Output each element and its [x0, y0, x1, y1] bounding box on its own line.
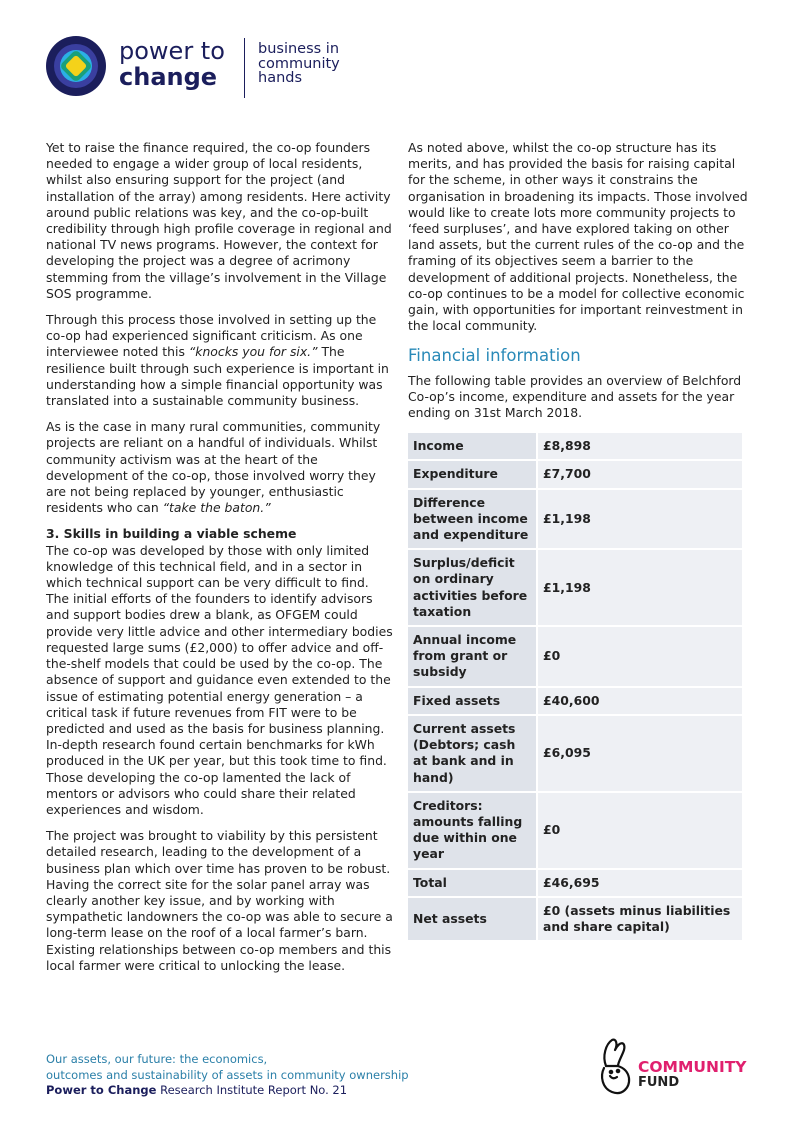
row-value: £7,700 — [538, 461, 742, 487]
row-label: Surplus/deficit on ordinary activities before taxation — [408, 550, 536, 625]
right-column — [408, 140, 748, 942]
crossed-fingers-icon — [596, 1036, 636, 1098]
section-heading: 3. Skills in building a viable scheme — [46, 526, 297, 542]
brand-line-2: change — [119, 63, 218, 91]
paragraph: The co-op was developed by those with only limited knowledge of this technical field, and in a sector in which technical support can be very difficult to find. The initial efforts of the founders to identify advisors and support bodies drew a blank, as OFGEM could provide very little advice and other intermediary bodies requested large sums (£2,000) to offer advice and off-the-shelf models that could be used by the co-op. The absence of support and guidance even extended to the issue of estimating potential energy generation – a critical task if future revenues from FIT were to be predicted and used as the basis for business planning. In-depth research found certain benchmarks for kWh produced in the UK per year, but this took time to find. Those developing the co-op lamented the lack of mentors or advisors who could share their related experiences and wisdom. — [46, 542, 393, 817]
row-value: £0 — [538, 627, 742, 686]
text-run: The resilience built through such experience is important in understanding how a simple financial opportunity was translated into a sustainable community business. — [46, 344, 389, 409]
table-row — [408, 490, 742, 549]
paragraph: The following table provides an overview of Belchford Co-op’s income, expenditure and assets for the year ending on 31st March 2018. — [408, 372, 742, 421]
row-label: Annual income from grant or subsidy — [408, 627, 536, 686]
quote: “take the baton.” — [162, 500, 271, 516]
footer-line: outcomes and sustainability of assets in community ownership — [46, 1067, 409, 1082]
brand-line-1: power to — [119, 37, 225, 65]
table-row — [408, 898, 742, 940]
footer-line — [46, 1083, 409, 1099]
tagline-line: hands — [258, 70, 303, 86]
tagline — [258, 42, 340, 86]
table-row — [408, 461, 742, 487]
row-value: £8,898 — [538, 433, 742, 459]
funder-line-1: COMMUNITY — [638, 1058, 747, 1076]
table-row — [408, 550, 742, 625]
section-title: Financial information — [408, 346, 581, 366]
table-row — [408, 627, 742, 686]
header-divider — [244, 38, 245, 98]
row-label: Income — [408, 433, 536, 459]
table-row — [408, 433, 742, 459]
row-value: £40,600 — [538, 688, 742, 714]
tagline-line: business in — [258, 41, 340, 57]
text-run: As is the case in many rural communities, community projects are reliant on a handful of individuals. Whilst community activism was at the heart of the development of the co-op, those involved worry they are not being replaced by younger, enthusiastic residents who can — [46, 419, 381, 516]
power-to-change-logo-icon — [46, 36, 106, 96]
paragraph — [46, 312, 394, 409]
table-row — [408, 688, 742, 714]
page-footer — [46, 1052, 409, 1099]
paragraph: Yet to raise the finance required, the co-op founders needed to engage a wider group of local residents, whilst also ensuring support for the project (and installation of the array) among residents. Here activity around public relations was key, and the co-op-built credibility through high profile coverage in regional and national TV news programs. However, the context for developing the project was a degree of acrimony stemming from the village’s involvement in the Village SOS programme. — [46, 140, 392, 301]
row-label: Expenditure — [408, 461, 536, 487]
paragraph: As noted above, whilst the co-op structure has its merits, and has provided the basis for raising capital for the scheme, in other ways it constrains the organisation in broadening its impacts. Those involved would like to create lots more community projects to ‘feed surpluses’, and have explored taking on other land assets, but the current rules of the co-op and the framing of its objectives seem a barrier to the development of additional projects. Nonetheless, the co-op continues to be a model for collective economic gain, with opportunities for important reinvestment in the local community. — [408, 140, 748, 334]
paragraph — [46, 419, 394, 516]
row-label: Creditors: amounts falling due within one year — [408, 793, 536, 868]
row-value: £0 (assets minus liabilities and share capital) — [538, 898, 742, 940]
text-run: Through this process those involved in setting up the co-op had experienced significant criticism. As one interviewee noted this — [46, 312, 377, 360]
page-header — [46, 36, 366, 100]
row-label: Net assets — [408, 898, 536, 940]
row-value: £1,198 — [538, 490, 742, 549]
table-row — [408, 716, 742, 791]
brand-name — [119, 38, 225, 90]
row-value: £46,695 — [538, 870, 742, 896]
left-column — [46, 140, 394, 984]
row-label: Current assets (Debtors; cash at bank and in hand) — [408, 716, 536, 791]
footer-brand: Power to Change — [46, 1083, 157, 1097]
funder-line-2: FUND — [638, 1075, 680, 1090]
footer-report: Research Institute Report No. 21 — [156, 1083, 348, 1097]
footer-line: Our assets, our future: the economics, — [46, 1052, 268, 1066]
paragraph: The project was brought to viability by this persistent detailed research, leading to the development of a business plan which over time has proven to be robust. Having the correct site for the solar panel array was clearly another key issue, and by working with sympathetic landowners the co-op was able to secure a long-term lease on the roof of a local farmer’s barn. Existing relationships between co-op members and this local farmer were critical to unlocking the lease. — [46, 828, 393, 973]
row-value: £1,198 — [538, 550, 742, 625]
community-fund-logo — [596, 1036, 766, 1100]
row-label: Difference between income and expenditure — [408, 490, 536, 549]
community-fund-wordmark — [638, 1060, 747, 1090]
tagline-line: community — [258, 55, 340, 72]
table-row — [408, 870, 742, 896]
row-value: £0 — [538, 793, 742, 868]
row-label: Fixed assets — [408, 688, 536, 714]
quote: “knocks you for six.” — [188, 344, 318, 360]
financial-table — [406, 431, 744, 942]
table-row — [408, 793, 742, 868]
row-value: £6,095 — [538, 716, 742, 791]
row-label: Total — [408, 870, 536, 896]
